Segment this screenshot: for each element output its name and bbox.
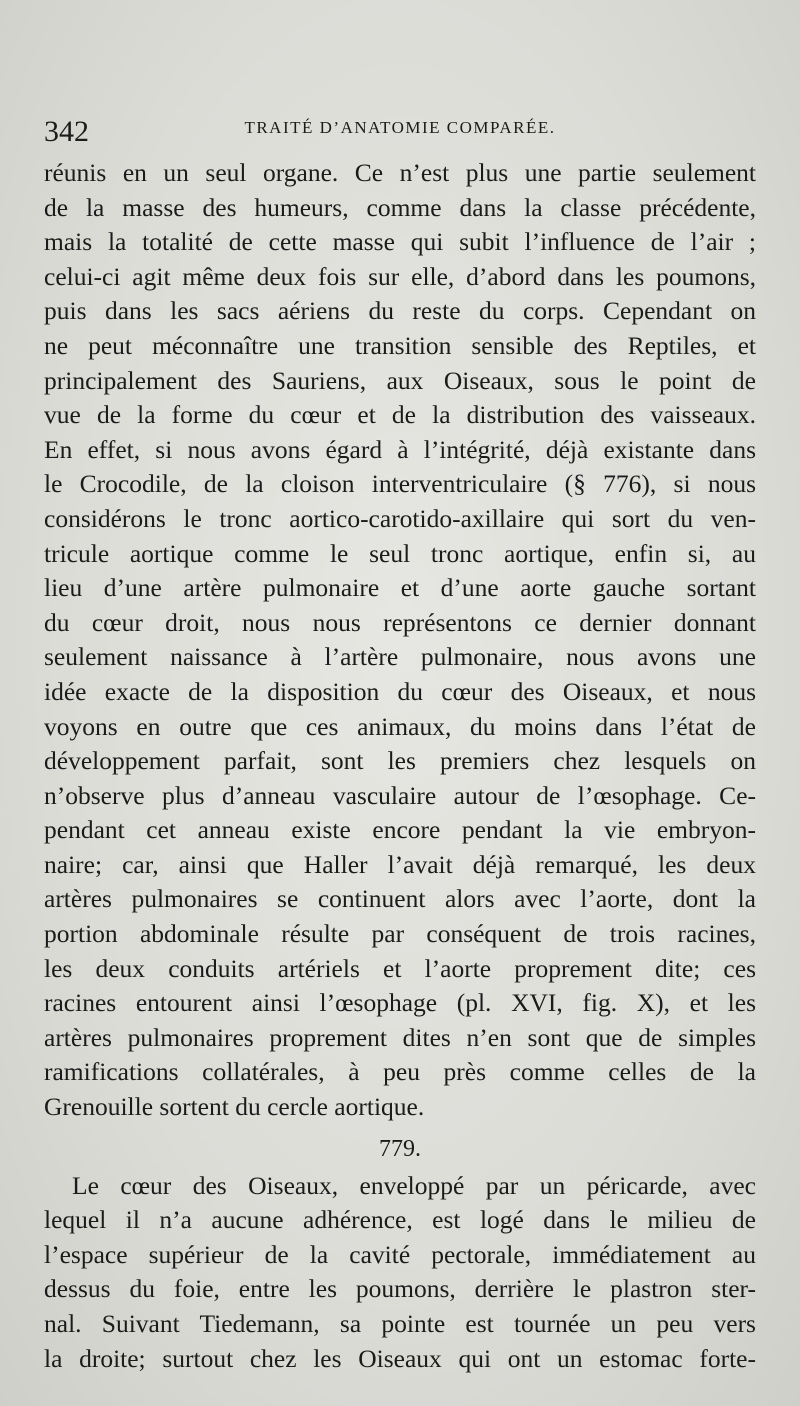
text-line: artères pulmonaires se continuent alors avec l’aorte, dont la [44, 884, 756, 914]
text-line: naire; car, ainsi que Haller l’avait déjà remarqué, les deux [44, 849, 756, 879]
text-line: n’observe plus d’anneau vasculaire autour de l’œsophage. Ce- [44, 780, 756, 810]
text-line: considérons le tronc aortico-carotido-axillaire qui sort du ven- [44, 503, 756, 533]
text-line: seulement naissance à l’artère pulmonaire, nous avons une [44, 642, 756, 672]
text-line: tricule aortique comme le seul tronc aortique, enfin si, au [44, 538, 756, 568]
text-line: le Crocodile, de la cloison interventriculaire (§ 776), si nous [44, 469, 756, 499]
text-line: lequel il n’a aucune adhérence, est logé dans le milieu de [44, 1205, 756, 1235]
text-line: développement parfait, sont les premiers chez lesquels on [44, 746, 756, 776]
text-line: dessus du foie, entre les poumons, derrière le plastron ster- [44, 1274, 756, 1304]
text-line: réunis en un seul organe. Ce n’est plus une partie seulement [44, 158, 756, 187]
text-line: voyons en outre que ces animaux, du moins dans l’état de [44, 711, 756, 741]
text-line: pendant cet anneau existe encore pendant la vie embryon- [44, 815, 756, 845]
text-line: les deux conduits artériels et l’aorte proprement dite; ces [44, 953, 756, 983]
text-line: du cœur droit, nous nous représentons ce dernier donnant [44, 607, 756, 637]
text-line: puis dans les sacs aériens du reste du corps. Cependant on [44, 296, 756, 326]
text-line: principalement des Sauriens, aux Oiseaux, sous le point de [44, 365, 756, 395]
text-line: ramifications collatérales, à peu près comme celles de la [44, 1057, 756, 1087]
text-line: lieu d’une artère pulmonaire et d’une aorte gauche sortant [44, 573, 756, 603]
text-line: Le cœur des Oiseaux, enveloppé par un péricarde, avec [72, 1170, 756, 1200]
paragraph-1 [44, 156, 756, 1125]
text-line: Grenouille sortent du cercle aortique. [44, 1092, 425, 1122]
text-line: artères pulmonaires proprement dites n’en sont que de simples [44, 1022, 756, 1052]
paragraph-2 [44, 1169, 756, 1377]
text-line: mais la totalité de cette masse qui subit l’influence de l’air ; [44, 227, 756, 257]
text-line: celui-ci agit même deux fois sur elle, d’abord dans les poumons, [44, 261, 756, 291]
text-line: En effet, si nous avons égard à l’intégrité, déjà existante dans [44, 434, 756, 464]
section-number: 779. [379, 1135, 421, 1162]
text-line: de la masse des humeurs, comme dans la classe précédente, [44, 192, 756, 222]
text-line: l’espace supérieur de la cavité pectorale, immédiatement au [44, 1239, 756, 1269]
text-line: portion abdominale résulte par conséquent de trois racines, [44, 919, 756, 949]
text-line: nal. Suivant Tiedemann, sa pointe est tournée un peu vers [44, 1309, 756, 1338]
text-line: idée exacte de la disposition du cœur des Oiseaux, et nous [44, 676, 756, 706]
text-line: la droite; surtout chez les Oiseaux qui ont un estomac forte- [44, 1343, 756, 1373]
body-text [44, 156, 756, 1376]
text-line: ne peut méconnaître une transition sensible des Reptiles, et [44, 330, 756, 360]
page-header [44, 112, 756, 152]
text-line: vue de la forme du cœur et de la distribution des vaisseaux. [44, 400, 756, 430]
running-head: TRAITÉ D’ANATOMIE COMPARÉE. [244, 118, 556, 137]
page-number: 342 [44, 115, 89, 148]
text-line: racines entourent ainsi l’œsophage (pl. XVI, fig. X), et les [44, 988, 756, 1018]
